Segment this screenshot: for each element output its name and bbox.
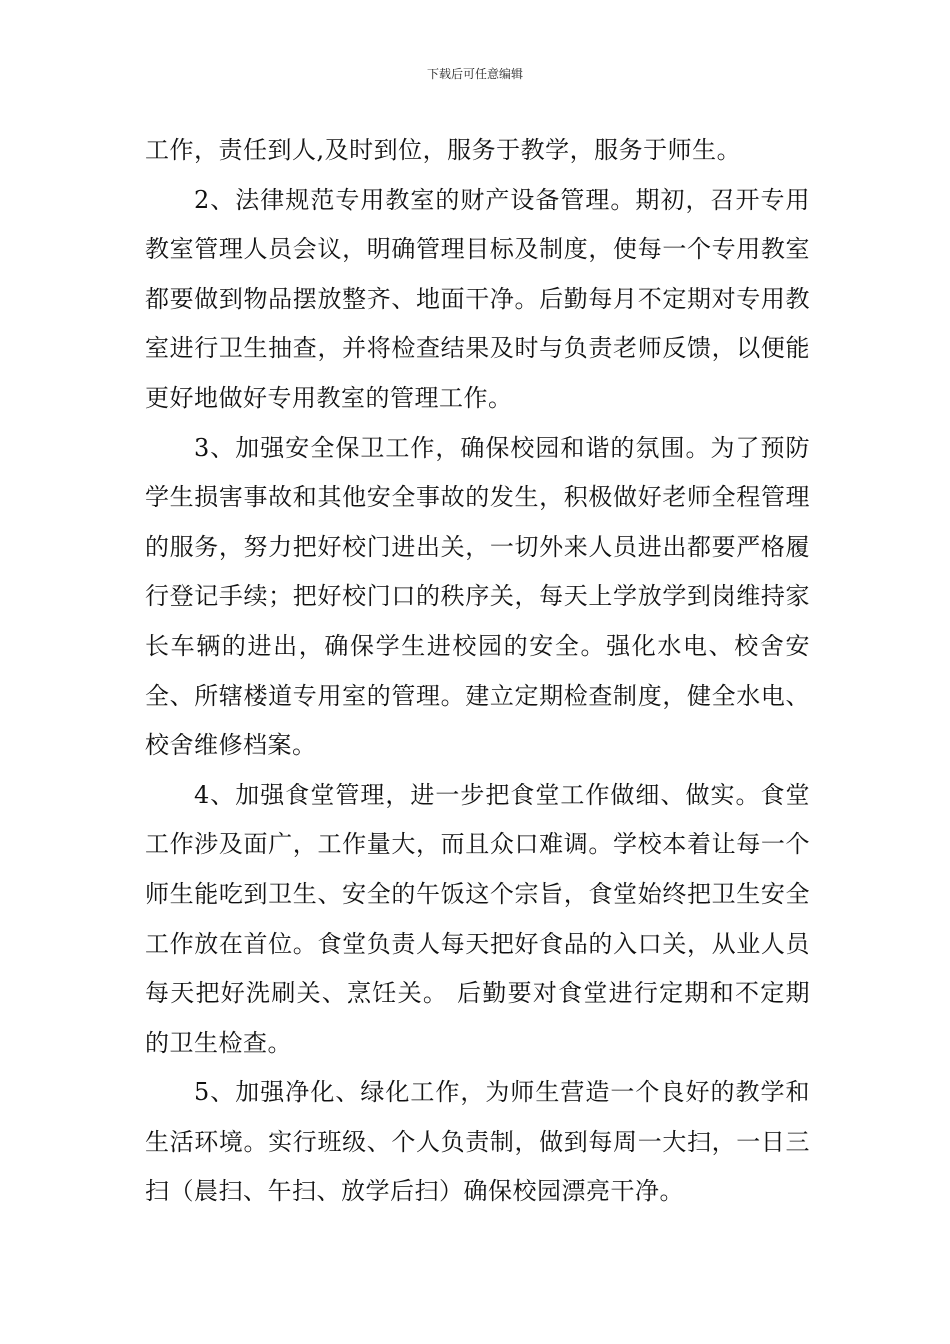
page-header: 下载后可任意编辑	[426, 67, 523, 81]
paragraph-item-2: 2、法律规范专用教室的财产设备管理。期初，召开专用教室管理人员会议，明确管理目标及制度，使每一个专用教室都要做到物品摆放整齐、地面干净。后勤每月不定期对专用教室进行卫生抽查，并将检查结果及时与负责老师反馈，以便能更好地做好专用教室的管理工作。	[145, 185, 810, 412]
paragraph-item-4: 4、加强食堂管理，进一步把食堂工作做细、做实。食堂工作涉及面广，工作量大，而且众口难调。学校本着让每一个师生能吃到卫生、安全的午饭这个宗旨，食堂始终把卫生安全工作放在首位。食堂负责人每天把好食品的入口关，从业人员每天把好洗刷关、烹饪关。 后勤要对食堂进行定期和不定期的卫生检查。	[145, 780, 810, 1057]
paragraph-continuation: 工作，责任到人,及时到位，服务于教学，服务于师生。	[145, 136, 742, 164]
paragraph-item-3: 3、加强安全保卫工作，确保校园和谐的氛围。为了预防学生损害事故和其他安全事故的发生，积极做好老师全程管理的服务，努力把好校门进出关，一切外来人员进出都要严格履行登记手续；把好校门口的秩序关，每天上学放学到岗维持家长车辆的进出，确保学生进校园的安全。强化水电、校舍安全、所辖楼道专用室的管理。建立定期检查制度，健全水电、校舍维修档案。	[145, 433, 810, 760]
paragraph-item-5: 5、加强净化、绿化工作，为师生营造一个良好的教学和生活环境。实行班级、个人负责制，做到每周一大扫，一日三扫（晨扫、午扫、放学后扫）确保校园漂亮干净。	[145, 1078, 810, 1206]
document-body	[145, 126, 810, 1217]
